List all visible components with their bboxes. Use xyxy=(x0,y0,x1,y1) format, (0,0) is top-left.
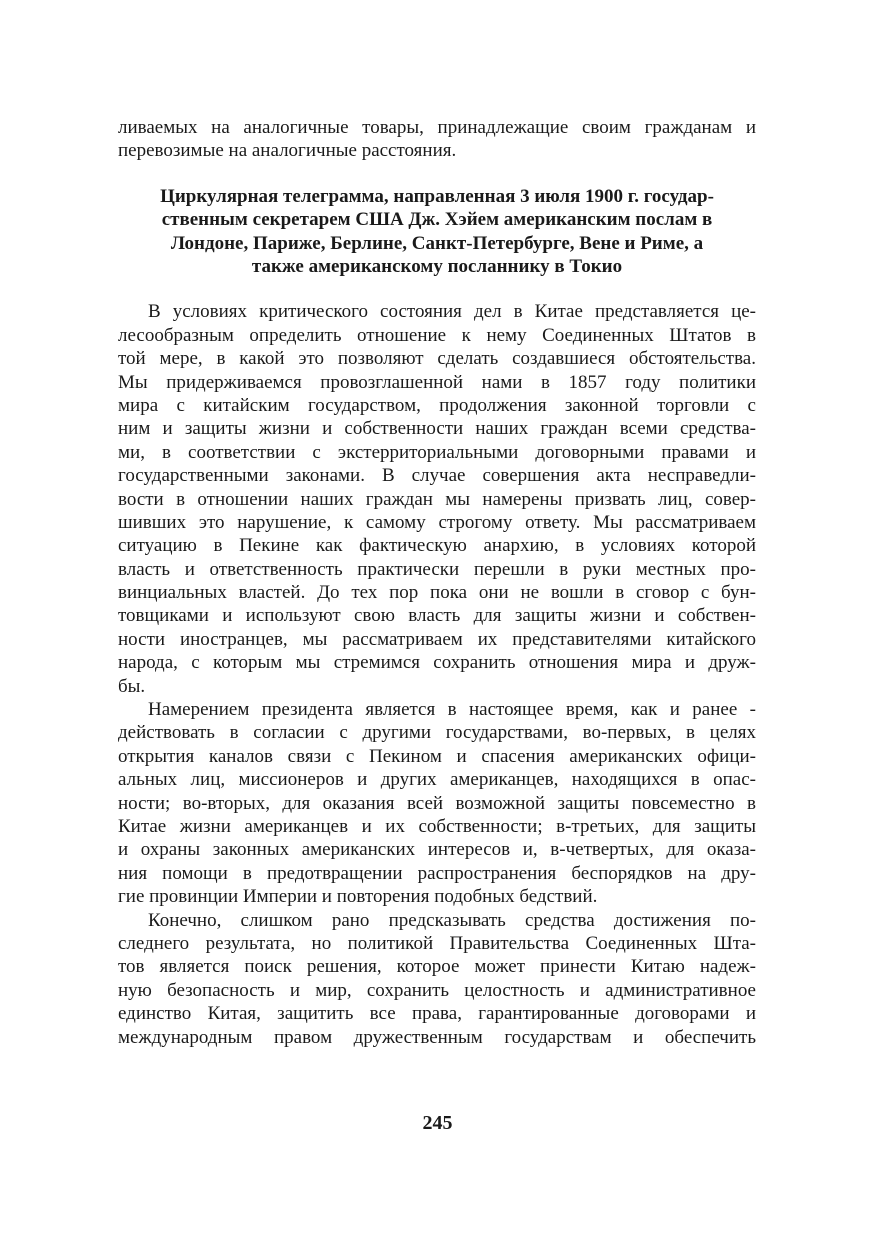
intro-paragraph xyxy=(118,116,756,163)
text-line: бы. xyxy=(118,675,146,697)
paragraph-2 xyxy=(118,698,756,909)
text-line: Конечно, слишком рано предсказывать средства достижения по- xyxy=(148,909,756,931)
heading-line: ственным секретарем США Дж. Хэйем американским послам в xyxy=(161,209,713,231)
text-line: лесообразным определить отношение к нему Соединенных Штатов в xyxy=(118,324,756,346)
text-line: гие провинции Империи и повторения подобных бедствий. xyxy=(118,886,598,908)
text-line: следнего результата, но политикой Правительства Соединенных Шта- xyxy=(118,932,756,954)
text-line: ситуацию в Пекине как фактическую анархию, в условиях которой xyxy=(118,535,756,557)
text-line: единство Китая, защитить все права, гарантированные договорами и xyxy=(118,1003,756,1025)
text-line: государственными законами. В случае совершения акта несправедли- xyxy=(118,465,756,487)
heading-line: Циркулярная телеграмма, направленная 3 июля 1900 г. государ- xyxy=(160,185,714,207)
text-line: действовать в согласии с другими государствами, во-первых, в целях xyxy=(118,722,756,744)
text-line: мира с китайским государством, продолжения законной торговли с xyxy=(118,394,756,416)
text-line: ния помощи в предотвращении распространения беспорядков на дру- xyxy=(118,862,756,884)
text-line: тов является поиск решения, которое может принести Китаю надеж- xyxy=(118,956,756,978)
paragraph-3 xyxy=(118,909,756,1049)
text-line: международным правом дружественным государствам и обеспечить xyxy=(118,1026,756,1048)
text-line: власть и ответственность практически перешли в руки местных про- xyxy=(118,558,756,580)
document-heading xyxy=(118,185,756,279)
text-line: ную безопасность и мир, сохранить целостность и административное xyxy=(118,979,756,1001)
text-line: перевозимые на аналогичные расстояния. xyxy=(118,140,457,162)
text-line: ности; во-вторых, для оказания всей возможной защиты повсеместно в xyxy=(118,792,756,814)
text-line: винциальных властей. До тех пор пока они не вошли в сговор с бун- xyxy=(118,582,756,604)
page-body xyxy=(118,116,756,1049)
paragraph-1 xyxy=(118,300,756,698)
heading-line: Лондоне, Париже, Берлине, Санкт-Петербурге, Вене и Риме, а xyxy=(170,232,704,254)
text-line: народа, с которым мы стремимся сохранить отношения мира и друж- xyxy=(118,652,756,674)
text-line: шивших это нарушение, к самому строгому ответу. Мы рассматриваем xyxy=(118,511,756,533)
text-line: ним и защиты жизни и собственности наших граждан всеми средства- xyxy=(118,418,756,440)
text-line: альных лиц, миссионеров и других американцев, находящихся в опас- xyxy=(118,769,756,791)
text-line: Китае жизни американцев и их собственности; в-третьих, для защиты xyxy=(118,816,756,837)
text-line: товщиками и используют свою власть для защиты жизни и собствен- xyxy=(118,605,756,627)
text-line: ми, в соответствии с экстерриториальными договорными правами и xyxy=(118,441,756,463)
text-line: Мы придерживаемся провозглашенной нами в 1857 году политики xyxy=(118,371,756,393)
text-line: Намерением президента является в настоящее время, как и ранее - xyxy=(148,699,756,721)
text-line: В условиях критического состояния дел в Китае представляется це- xyxy=(148,301,756,323)
text-line: и охраны законных американских интересов и, в-четвертых, для оказа- xyxy=(118,839,756,861)
heading-line: также американскому посланнику в Токио xyxy=(251,256,623,277)
text-line: открытия каналов связи с Пекином и спасения американских офици- xyxy=(118,745,756,767)
text-line: ливаемых на аналогичные товары, принадлежащие своим гражданам и xyxy=(118,117,756,138)
page-number: 245 xyxy=(422,1112,453,1134)
text-line: ности иностранцев, мы рассматриваем их представителями китайского xyxy=(118,628,756,650)
text-line: той мере, в какой это позволяют сделать создавшиеся обстоятельства. xyxy=(118,348,756,370)
text-line: вости в отношении наших граждан мы намерены призвать лиц, совер- xyxy=(118,488,756,510)
